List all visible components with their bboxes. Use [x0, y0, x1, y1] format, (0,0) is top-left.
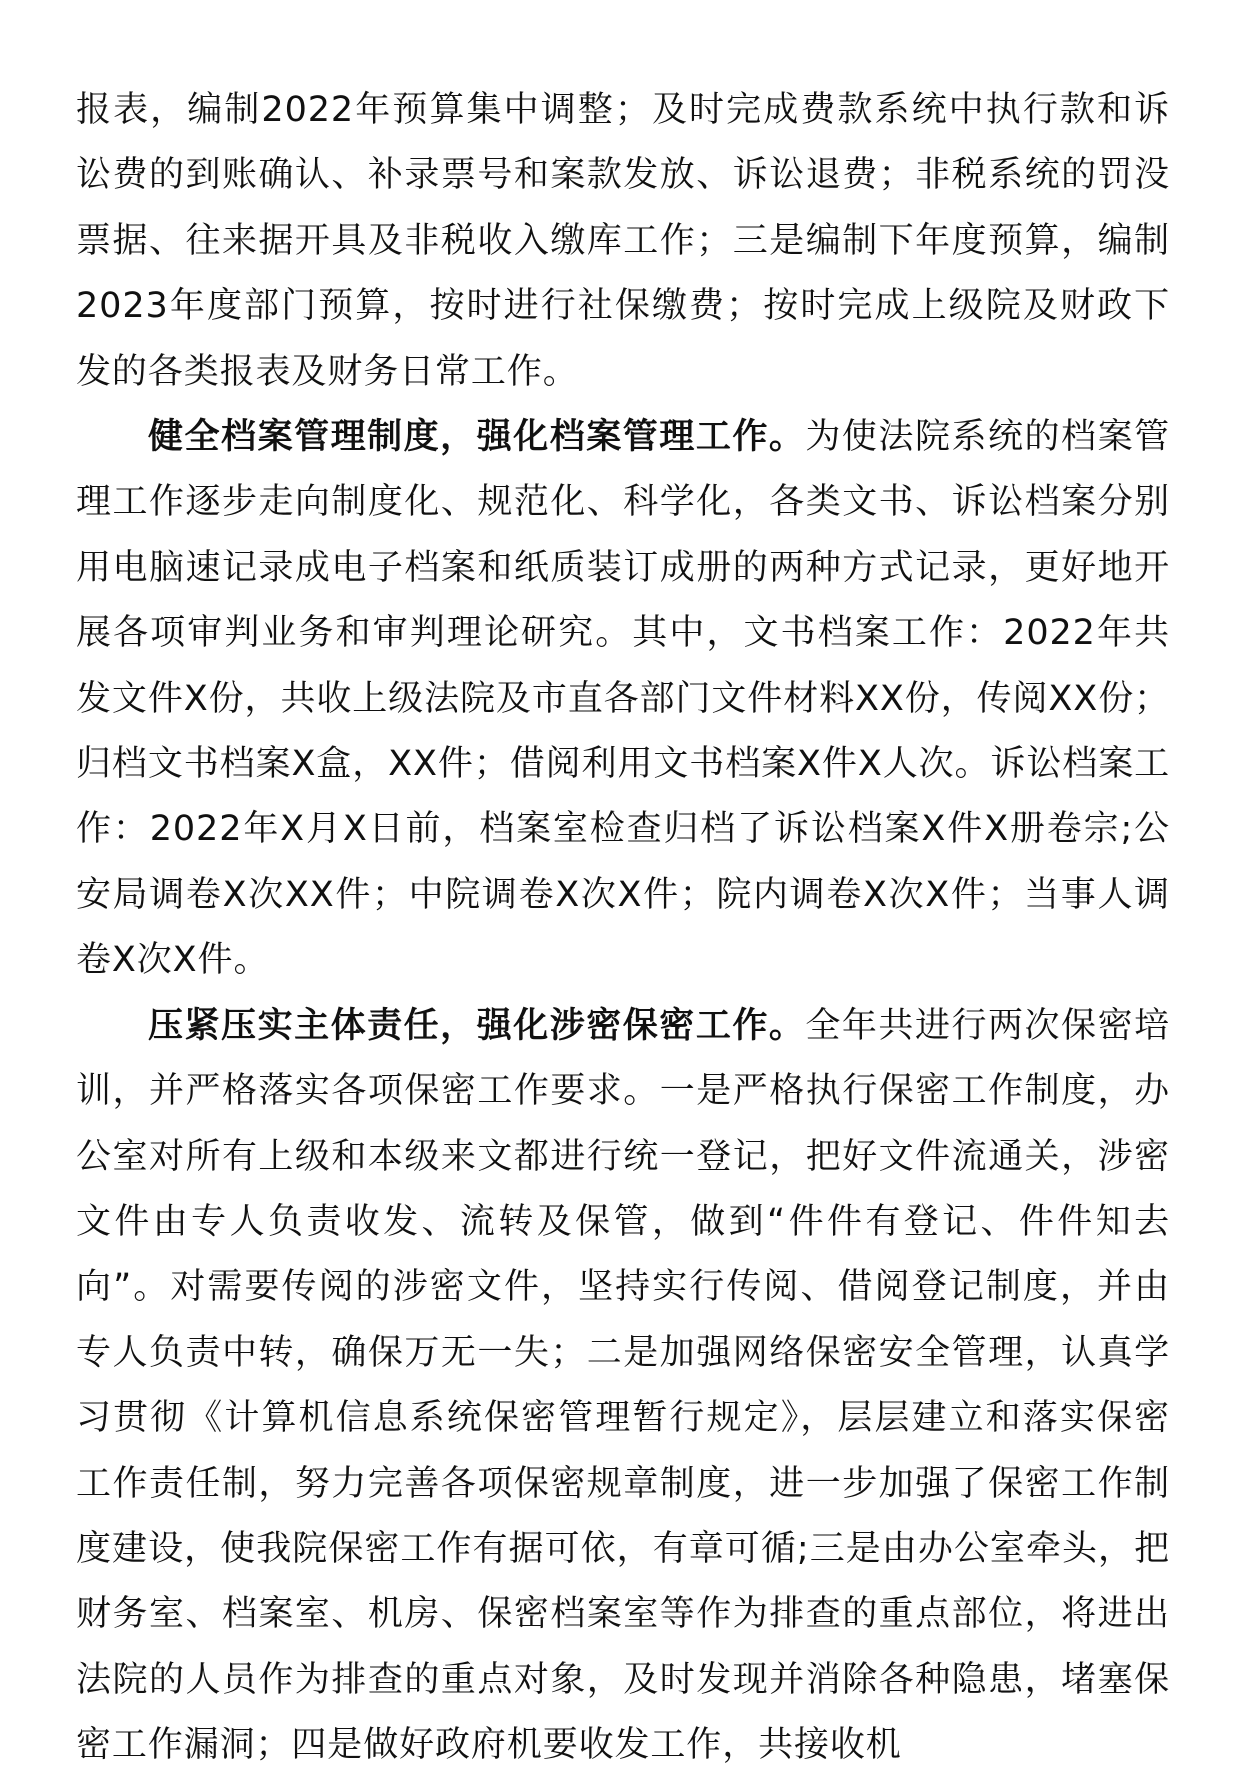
paragraph-archives-text: 为使法院系统的档案管理工作逐步走向制度化、规范化、科学化，各类文书、诉讼档案分别用电脑速记录成电子档案和纸质装订成册的两种方式记录，更好地开展各项审判业务和审判理论研究。其中，文书档案工作：2022年共发文件X份，共收上级法院及市直各部门文件材料XX份，传阅XX份；归档文书档案X盒，XX件；借阅利用文书档案X件X人次。诉讼档案工作：2022年X月X日前，档案室检查归档了诉讼档案X件X册卷宗;公安局调卷X次XX件；中院调卷X次X件；院内调卷X次X件；当事人调卷X次X件。: [76, 417, 1171, 981]
paragraph-archives-heading: 健全档案管理制度，强化档案管理工作。: [148, 417, 806, 458]
paragraph-finance-text: 报表，编制2022年预算集中调整；及时完成费款系统中执行款和诉讼费的到账确认、补录票号和案款发放、诉讼退费；非税系统的罚没票据、往来据开具及非税收入缴库工作；三是编制下年度预算，编制2023年度部门预算，按时进行社保缴费；按时完成上级院及财政下发的各类报表及财务日常工作。: [76, 90, 1170, 392]
document-page: [76, 78, 1170, 1779]
paragraph-confidentiality-text: 全年共进行两次保密培训，并严格落实各项保密工作要求。一是严格执行保密工作制度，办公室对所有上级和本级来文都进行统一登记，把好文件流通关，涉密文件由专人负责收发、流转及保管，做到“件件有登记、件件知去向”。对需要传阅的涉密文件，坚持实行传阅、借阅登记制度，并由专人负责中转，确保万无一失；二是加强网络保密安全管理，认真学习贯彻《计算机信息系统保密管理暂行规定》，层层建立和落实保密工作责任制，努力完善各项保密规章制度，进一步加强了保密工作制度建设，使我院保密工作有据可依，有章可循;三是由办公室牵头，把财务室、档案室、机房、保密档案室等作为排查的重点部位，将进出法院的人员作为排查的重点对象，及时发现并消除各种隐患，堵塞保密工作漏洞；四是做好政府机要收发工作，共接收机: [76, 1005, 1170, 1766]
paragraph-archives: [76, 405, 1170, 994]
paragraph-finance: [76, 78, 1170, 405]
paragraph-confidentiality-heading: 压紧压实主体责任，强化涉密保密工作。: [148, 1005, 806, 1046]
paragraph-confidentiality: [76, 994, 1170, 1779]
